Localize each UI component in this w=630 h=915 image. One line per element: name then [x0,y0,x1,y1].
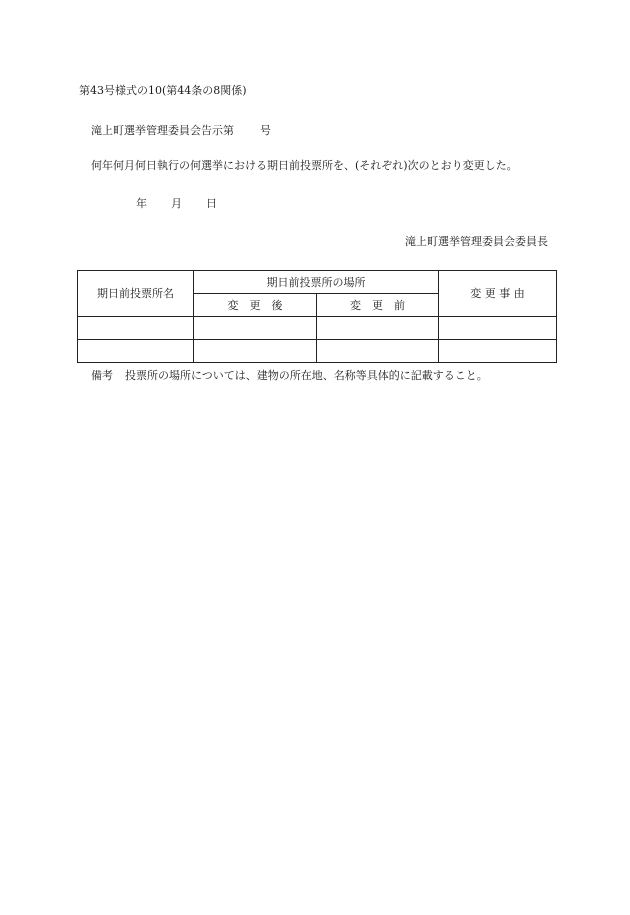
date-month: 月 [171,197,182,210]
cell-before [317,340,439,363]
table-row [78,317,557,340]
cell-after [194,317,317,340]
cell-after [194,340,317,363]
date-year: 年 [136,197,147,210]
remark-label: 備考 [91,369,113,382]
header-change-reason: 変 更 事 由 [439,271,557,317]
header-polling-place-location: 期日前投票所の場所 [194,271,439,294]
table-row [78,340,557,363]
date-day: 日 [206,197,217,210]
form-number: 第43号様式の10(第44条の8関係) [79,84,247,97]
header-after-change: 変 更 後 [194,294,317,317]
remark-line [91,369,488,383]
polling-place-change-table [77,270,557,363]
cell-reason [439,317,557,340]
date-line [136,197,217,211]
header-polling-place-name: 期日前投票所名 [78,271,194,317]
notice-suffix: 号 [260,124,271,137]
issuer-title: 滝上町選挙管理委員会委員長 [405,235,548,248]
notice-number-line [91,124,271,138]
remark-text: 投票所の場所については、建物の所在地、名称等具体的に記載すること。 [125,369,488,382]
cell-reason [439,340,557,363]
header-before-change: 変 更 前 [317,294,439,317]
cell-before [317,317,439,340]
notice-prefix: 滝上町選挙管理委員会告示第 [91,124,234,137]
cell-name [78,317,194,340]
cell-name [78,340,194,363]
body-text: 何年何月何日執行の何選挙における期日前投票所を、(それぞれ)次のとおり変更した。 [91,159,518,172]
